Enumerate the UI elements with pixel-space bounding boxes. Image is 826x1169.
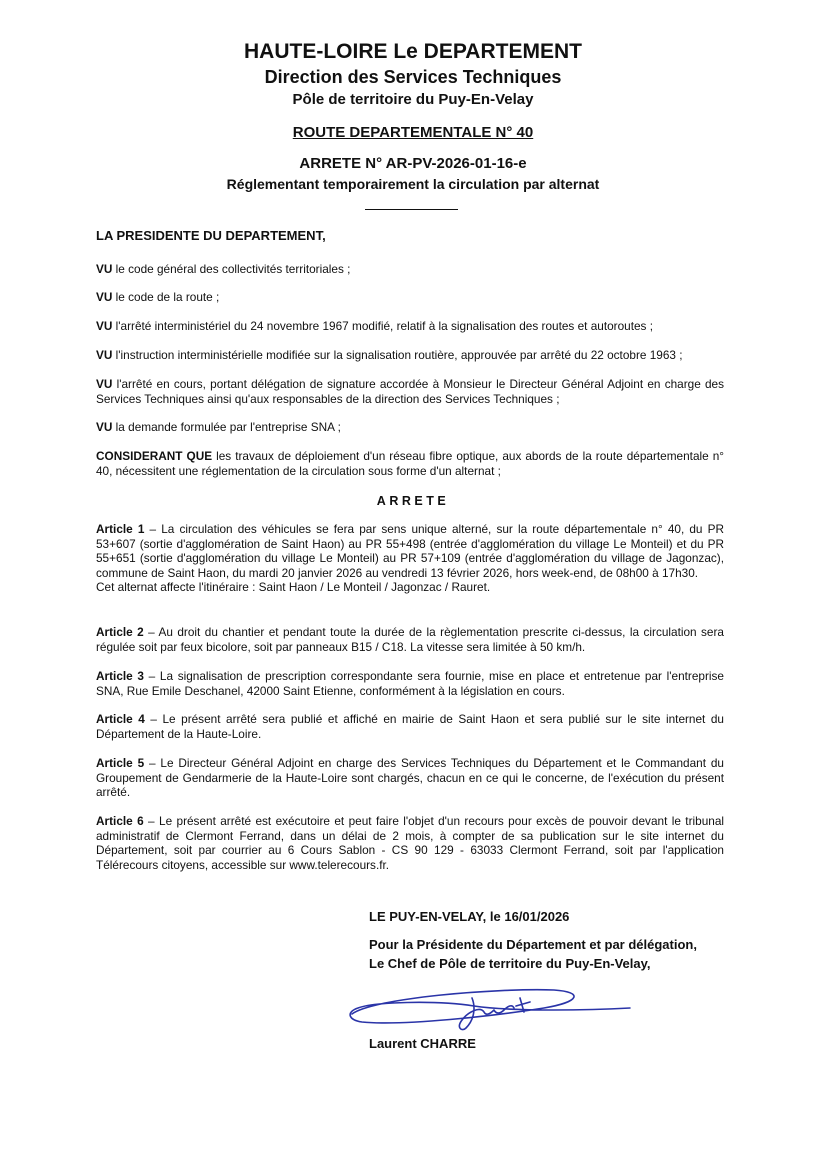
article-1 xyxy=(96,522,724,595)
arrete-heading: ARRETE xyxy=(376,494,450,508)
delegation-line-1: Pour la Présidente du Département et par délégation, xyxy=(369,937,697,952)
article-2 xyxy=(96,625,724,654)
visa-lead: VU xyxy=(96,290,113,304)
article-6 xyxy=(96,814,724,872)
visa-text: le code de la route ; xyxy=(112,290,220,304)
article-text: – Le Directeur Général Adjoint en charge des Services Techniques du Département et le Commandant du Groupement de Gendarmerie de la Haute-Loire sont chargés, chacun en ce qui le concerne, de l'exécution du présent arrêté. xyxy=(96,756,724,800)
visa-lead: VU xyxy=(96,377,113,391)
article-4 xyxy=(96,712,724,741)
considerant-paragraph xyxy=(96,449,724,478)
considerant-text: les travaux de déploiement d'un réseau fibre optique, aux abords de la route départementale n° 40, nécessitent une réglementation de la circulation sous forme d'un alternat ; xyxy=(96,449,724,478)
visa-paragraph xyxy=(96,290,724,305)
visa-lead: VU xyxy=(96,348,113,362)
article-lead: Article 3 xyxy=(96,669,144,683)
visa-lead: VU xyxy=(96,262,113,276)
direction-title: Direction des Services Techniques xyxy=(264,67,562,87)
article-text: – Le présent arrêté sera publié et affiché en mairie de Saint Haon et sera publié sur le site internet du Département de la Haute-Loire. xyxy=(96,712,724,741)
visa-text: l'arrêté en cours, portant délégation de signature accordée à Monsieur le Directeur Général Adjoint en charge des Services Techniques ainsi qu'aux responsables de la direction des Services Techniques ; xyxy=(96,377,724,406)
visa-paragraph xyxy=(96,348,724,363)
visa-paragraph xyxy=(96,262,724,277)
visa-text: le code général des collectivités territoriales ; xyxy=(112,262,351,276)
visa-text: l'instruction interministérielle modifiée sur la signalisation routière, approuvée par arrêté du 22 octobre 1963 ; xyxy=(112,348,683,362)
arrete-number: ARRETE N° AR-PV-2026-01-16-e xyxy=(299,155,527,172)
department-title: HAUTE-LOIRE Le DEPARTEMENT xyxy=(244,40,582,63)
visa-paragraph xyxy=(96,377,724,406)
visa-paragraph xyxy=(96,420,724,435)
delegation-line-2: Le Chef de Pôle de territoire du Puy-En-Velay, xyxy=(369,956,651,971)
article-text: – La signalisation de prescription correspondante sera fournie, mise en place et entretenue par l'entreprise SNA, Rue Emile Deschanel, 42000 Saint Etienne, conformément à la législation en cours. xyxy=(96,669,724,698)
article-text: – Le présent arrêté est exécutoire et peut faire l'objet d'un recours pour excès de pouvoir devant le tribunal administratif de Clermont Ferrand, dans un délai de 2 mois, à compter de sa publication sur le site internet du Département, soit par courrier au 6 Cours Sablon - CS 90 129 - 63033 Clermont Ferrand, soit par l'application Télérecours citoyens, accessible sur www.telerecours.fr. xyxy=(96,814,724,872)
route-heading xyxy=(0,124,826,141)
article-lead: Article 2 xyxy=(96,625,144,639)
article-lead: Article 4 xyxy=(96,712,145,726)
article-lead: Article 6 xyxy=(96,814,144,828)
article-lead: Article 5 xyxy=(96,756,145,770)
article-5 xyxy=(96,756,724,800)
arrete-subtitle: Réglementant temporairement la circulation par alternat xyxy=(226,176,600,192)
article-text: – Au droit du chantier et pendant toute la durée de la règlementation prescrite ci-dessus, la circulation sera régulée soit par feux bicolore, soit par panneaux B15 / C18. La vitesse sera limitée à 50 km/h. xyxy=(96,625,724,654)
place-date: LE PUY-EN-VELAY, le 16/01/2026 xyxy=(369,909,570,924)
considerant-lead: CONSIDERANT QUE xyxy=(96,449,213,463)
visa-lead: VU xyxy=(96,319,113,333)
visa-lead: VU xyxy=(96,420,113,434)
signatory-name: Laurent CHARRE xyxy=(369,1036,476,1051)
article-3 xyxy=(96,669,724,698)
article-extra: Cet alternat affecte l'itinéraire : Saint Haon / Le Monteil / Jagonzac / Rauret. xyxy=(96,580,491,595)
president-line: LA PRESIDENTE DU DEPARTEMENT, xyxy=(96,228,326,243)
article-lead: Article 1 xyxy=(96,522,145,536)
route-heading-text: ROUTE DEPARTEMENTALE N° 40 xyxy=(292,124,534,141)
article-text: – La circulation des véhicules se fera par sens unique alterné, sur la route départementale n° 40, du PR 53+607 (sortie d'agglomération de Saint Haon) au PR 55+498 (entrée d'agglomération du village Le Monteil) et du PR 55+651 (sortie d'agglomération du village Le Monteil) au PR 57+109 (entrée d'agglomération du village de Jagonzac), commune de Saint Haon, du mardi 20 janvier 2026 au vendredi 13 février 2026, hors week-end, de 08h00 à 17h30. xyxy=(96,522,724,580)
handwritten-signature xyxy=(344,984,634,1036)
visa-text: l'arrêté interministériel du 24 novembre 1967 modifié, relatif à la signalisation des routes et autoroutes ; xyxy=(112,319,654,333)
pole-title: Pôle de territoire du Puy-En-Velay xyxy=(292,91,534,108)
visa-text: la demande formulée par l'entreprise SNA ; xyxy=(112,420,341,434)
visa-paragraph xyxy=(96,319,724,334)
header-divider xyxy=(365,209,458,210)
